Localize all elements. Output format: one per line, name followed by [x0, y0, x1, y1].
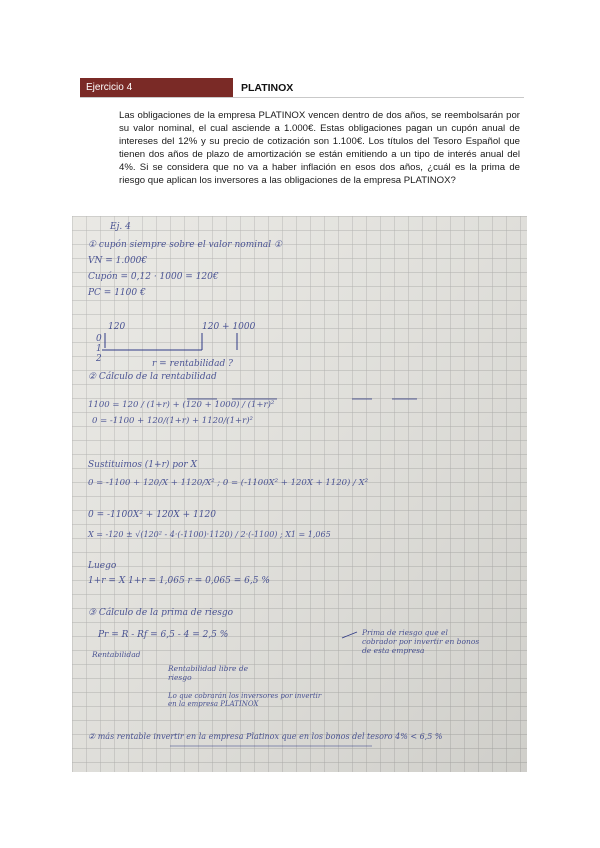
- hw-quadratic-solution: X = -120 ± √(120² - 4·(-1100)·1120) / 2·(-1100) ; X1 = 1,065: [88, 530, 331, 539]
- hw-exercise-number: Ej. 4: [110, 222, 131, 232]
- hw-equation-3: 0 = -1100 + 120/X + 1120/X² ; 0 = (-1100X² + 120X + 1120) / X²: [88, 478, 369, 488]
- handwritten-solution-photo: [72, 216, 527, 772]
- hw-cashflow-2: 120 + 1000: [202, 322, 256, 332]
- exercise-header: [80, 78, 524, 97]
- hw-luego: Luego: [88, 561, 117, 571]
- hw-note-rentabilidad: Rentabilidad: [92, 650, 141, 659]
- hw-equation-4: 0 = -1100X² + 120X + 1120: [88, 510, 216, 520]
- hw-note-investors: Lo que cobrarán los inversores por invertir en la empresa PLATINOX: [168, 692, 322, 708]
- header-divider: [80, 97, 524, 98]
- hw-risk-premium: Pr = R - Rf = 6,5 - 4 = 2,5 %: [98, 630, 229, 640]
- hw-nominal-value: VN = 1.000€: [88, 256, 148, 266]
- hw-rentabilidad-question: r = rentabilidad ?: [152, 359, 233, 369]
- hw-note-premium: Prima de riesgo que el cobrador por invertir en bonos de esta empresa: [362, 628, 480, 655]
- hw-coupon: Cupón = 0,12 · 1000 = 120€: [88, 272, 219, 282]
- hw-step2-heading: ② Cálculo de la rentabilidad: [88, 372, 217, 382]
- problem-statement: Las obligaciones de la empresa PLATINOX vencen dentro de dos años, se reembolsarán por su valor nominal, el cual asciende a 1.000€. Estas obligaciones pagan un cupón anual de intereses del 12% y su precio de cotización son 1.100€. Los títulos del Tesoro Español que tienen dos años de plazo de amortización se están emitiendo a un tipo de interés anual del 4%. Si se considera que no va a haber inflación en esos dos años, ¿cuál es la prima de riesgo que aplican los inversores a las obligaciones de la empresa PLATINOX?: [119, 110, 520, 186]
- grid-paper: [72, 216, 527, 772]
- hw-result: 1+r = X 1+r = 1,065 r = 0,065 = 6,5 %: [88, 576, 270, 586]
- hw-coupon-note: ① cupón siempre sobre el valor nominal ①: [88, 240, 283, 250]
- hw-step3-heading: ③ Cálculo de la prima de riesgo: [88, 608, 234, 618]
- hw-price: PC = 1100 €: [88, 288, 146, 298]
- hw-period-2: 2: [96, 354, 102, 364]
- hw-period-0: 0: [96, 334, 102, 344]
- hw-cashflow-1: 120: [108, 322, 126, 332]
- hw-note-risk-free: Rentabilidad libre de riesgo: [168, 664, 249, 682]
- exercise-label: Ejercicio 4: [80, 78, 233, 97]
- hw-equation-2: 0 = -1100 + 120/(1+r) + 1120/(1+r)²: [92, 416, 253, 426]
- hw-period-1: 1: [96, 344, 102, 354]
- hw-conclusion: ② más rentable invertir en la empresa Platinox que en los bonos del tesoro 4% < 6,5 %: [88, 732, 443, 741]
- exercise-title: PLATINOX: [241, 81, 294, 94]
- hw-substitution: Sustituimos (1+r) por X: [88, 460, 198, 470]
- hw-equation-1: 1100 = 120 / (1+r) + (120 + 1000) / (1+r)²: [88, 400, 275, 410]
